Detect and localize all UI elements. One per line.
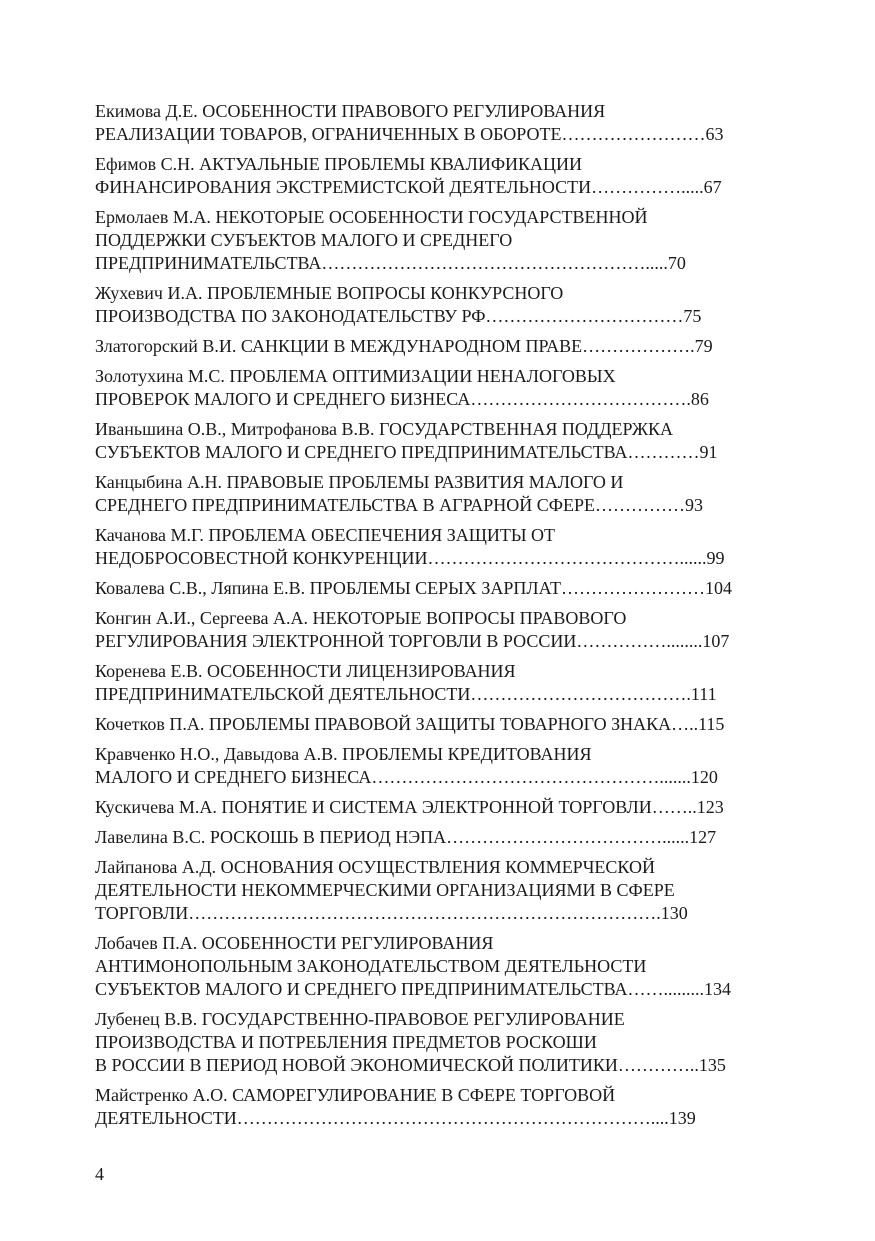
toc-entry (95, 660, 770, 706)
toc-entry-line: Кравченко Н.О., Давыдова А.В. ПРОБЛЕМЫ КРЕДИТОВАНИЯ (95, 744, 592, 764)
toc-entry-line: Ермолаев М.А. НЕКОТОРЫЕ ОСОБЕННОСТИ ГОСУДАРСТВЕННОЙ (95, 207, 648, 227)
toc-entry-line: СУБЪЕКТОВ МАЛОГО И СРЕДНЕГО ПРЕДПРИНИМАТЕЛЬСТВА…………91 (95, 442, 718, 462)
toc-entry (95, 1008, 770, 1077)
toc-entry-line: В РОССИИ В ПЕРИОД НОВОЙ ЭКОНОМИЧЕСКОЙ ПОЛИТИКИ…………..135 (95, 1055, 726, 1075)
toc-entry-line: Лавелина В.С. РОСКОШЬ В ПЕРИОД НЭПА………………………………......127 (95, 827, 717, 847)
toc-entry-line: Лайпанова А.Д. ОСНОВАНИЯ ОСУЩЕСТВЛЕНИЯ КОММЕРЧЕСКОЙ (95, 857, 655, 877)
toc-entry-line: Конгин А.И., Сергеева А.А. НЕКОТОРЫЕ ВОПРОСЫ ПРАВОВОГО (95, 608, 627, 628)
toc-entry-line: СРЕДНЕГО ПРЕДПРИНИМАТЕЛЬСТВА В АГРАРНОЙ СФЕРЕ……………93 (95, 495, 704, 515)
toc-entry (95, 471, 770, 517)
toc-entry-line: РЕГУЛИРОВАНИЯ ЭЛЕКТРОННОЙ ТОРГОВЛИ В РОССИИ……………........107 (95, 631, 730, 651)
toc-entry-line: ФИНАНСИРОВАНИЯ ЭКСТРЕМИСТСКОЙ ДЕЯТЕЛЬНОСТИ…………….....67 (95, 177, 722, 197)
toc-entry-line: Коренева Е.В. ОСОБЕННОСТИ ЛИЦЕНЗИРОВАНИЯ (95, 661, 516, 681)
toc-entry-line: МАЛОГО И СРЕДНЕГО БИЗНЕСА………………………………………….......120 (95, 767, 718, 787)
toc-entry-line: Иваньшина О.В., Митрофанова В.В. ГОСУДАРСТВЕННАЯ ПОДДЕРЖКА (95, 419, 674, 439)
toc-entry-line: ПРОВЕРОК МАЛОГО И СРЕДНЕГО БИЗНЕСА……………………………….86 (95, 389, 709, 409)
toc-entry (95, 713, 770, 736)
toc-entry (95, 153, 770, 199)
toc-entry-line: Золотухина М.С. ПРОБЛЕМА ОПТИМИЗАЦИИ НЕНАЛОГОВЫХ (95, 366, 616, 386)
toc-entry-line: Канцыбина А.Н. ПРАВОВЫЕ ПРОБЛЕМЫ РАЗВИТИЯ МАЛОГО И (95, 472, 624, 492)
toc-entry (95, 365, 770, 411)
toc-entry (95, 577, 770, 600)
toc-entry-line: АНТИМОНОПОЛЬНЫМ ЗАКОНОДАТЕЛЬСТВОМ ДЕЯТЕЛЬНОСТИ (95, 956, 647, 976)
toc-entry (95, 418, 770, 464)
toc-entry-line: Лобачев П.А. ОСОБЕННОСТИ РЕГУЛИРОВАНИЯ (95, 933, 494, 953)
toc-entry (95, 743, 770, 789)
toc-entry (95, 524, 770, 570)
toc-entry-line: Златогорский В.И. САНКЦИИ В МЕЖДУНАРОДНОМ ПРАВЕ……………….79 (95, 336, 713, 356)
toc-entry (95, 282, 770, 328)
toc-entry-line: Кускичева М.А. ПОНЯТИЕ И СИСТЕМА ЭЛЕКТРОННОЙ ТОРГОВЛИ……..123 (95, 797, 724, 817)
toc-entry (95, 607, 770, 653)
toc-entry-line: Екимова Д.Е. ОСОБЕННОСТИ ПРАВОВОГО РЕГУЛИРОВАНИЯ (95, 101, 606, 121)
toc-entry-line: Майстренко А.О. САМОРЕГУЛИРОВАНИЕ В СФЕРЕ ТОРГОВОЙ (95, 1085, 616, 1105)
toc-entry-line: РЕАЛИЗАЦИИ ТОВАРОВ, ОГРАНИЧЕННЫХ В ОБОРОТЕ……………………63 (95, 124, 724, 144)
toc-entry-line: НЕДОБРОСОВЕСТНОЙ КОНКУРЕНЦИИ……………………………………......99 (95, 548, 725, 568)
toc-entry-line: Ефимов С.Н. АКТУАЛЬНЫЕ ПРОБЛЕМЫ КВАЛИФИКАЦИИ (95, 154, 583, 174)
toc-entry (95, 932, 770, 1001)
toc-entry-line: Жухевич И.А. ПРОБЛЕМНЫЕ ВОПРОСЫ КОНКУРСНОГО (95, 283, 564, 303)
toc-entry (95, 1084, 770, 1130)
toc-entry-line: Кочетков П.А. ПРОБЛЕМЫ ПРАВОВОЙ ЗАЩИТЫ ТОВАРНОГО ЗНАКА…..115 (95, 714, 725, 734)
toc-entry (95, 335, 770, 358)
toc-entry-line: ДЕЯТЕЛЬНОСТИ……………………………………………………………....139 (95, 1108, 696, 1128)
toc-entry-line: ПРОИЗВОДСТВА И ПОТРЕБЛЕНИЯ ПРЕДМЕТОВ РОСКОШИ (95, 1032, 597, 1052)
table-of-contents (95, 100, 770, 1137)
toc-entry-line: Качанова М.Г. ПРОБЛЕМА ОБЕСПЕЧЕНИЯ ЗАЩИТЫ ОТ (95, 525, 556, 545)
toc-entry-line: ПОДДЕРЖКИ СУБЪЕКТОВ МАЛОГО И СРЕДНЕГО (95, 230, 513, 250)
toc-entry (95, 856, 770, 925)
toc-entry-line: ТОРГОВЛИ…………………………………………………………………….130 (95, 903, 688, 923)
toc-entry-line: ДЕЯТЕЛЬНОСТИ НЕКОММЕРЧЕСКИМИ ОРГАНИЗАЦИЯМИ В СФЕРЕ (95, 880, 675, 900)
toc-entry-line: ПРОИЗВОДСТВА ПО ЗАКОНОДАТЕЛЬСТВУ РФ……………………………75 (95, 306, 702, 326)
page-number: 4 (95, 1164, 104, 1184)
toc-entry-line: ПРЕДПРИНИМАТЕЛЬСКОЙ ДЕЯТЕЛЬНОСТИ……………………………….111 (95, 684, 717, 704)
toc-entry-line: Лубенец В.В. ГОСУДАРСТВЕННО-ПРАВОВОЕ РЕГУЛИРОВАНИЕ (95, 1009, 625, 1029)
toc-entry (95, 206, 770, 275)
toc-entry-line: Ковалева С.В., Ляпина Е.В. ПРОБЛЕМЫ СЕРЫХ ЗАРПЛАТ……………………104 (95, 578, 733, 598)
toc-entry-line: ПРЕДПРИНИМАТЕЛЬСТВА……………………………………………….....70 (95, 253, 686, 273)
toc-entry-line: СУБЪЕКТОВ МАЛОГО И СРЕДНЕГО ПРЕДПРИНИМАТЕЛЬСТВА…….........134 (95, 979, 731, 999)
toc-entry (95, 826, 770, 849)
toc-entry (95, 796, 770, 819)
toc-entry (95, 100, 770, 146)
